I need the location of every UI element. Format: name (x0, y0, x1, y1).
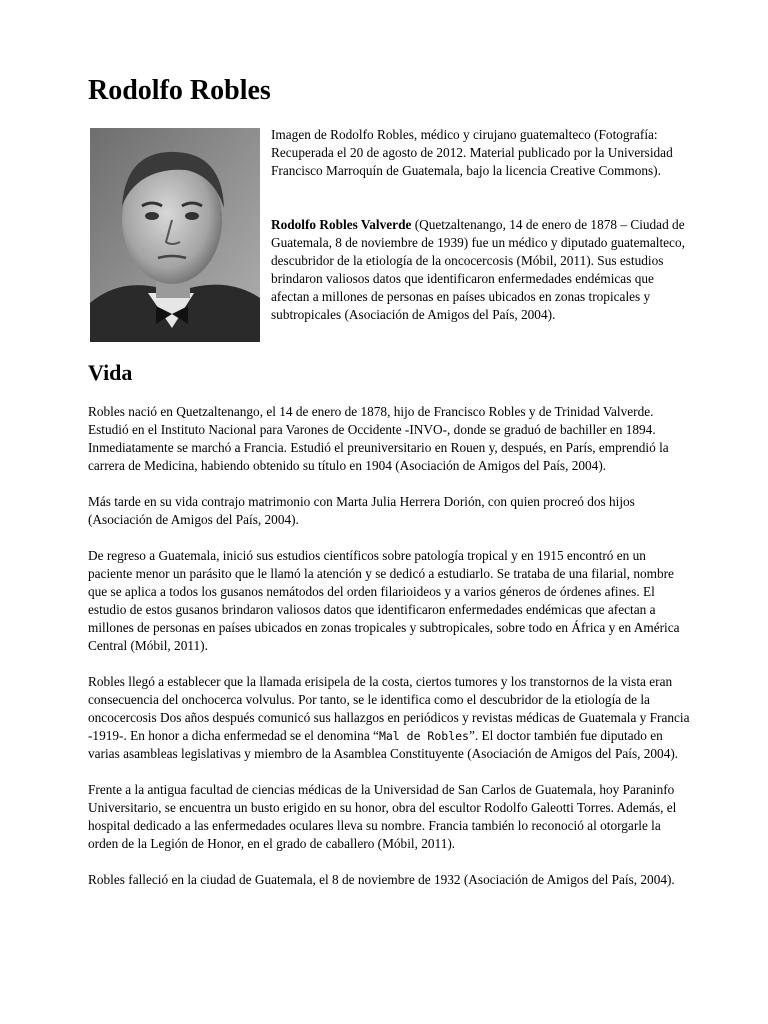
disease-name: Mal de Robles (378, 729, 469, 743)
paragraph-6: Robles falleció en la ciudad de Guatemala, el 8 de noviembre de 1932 (Asociación de Amigos del País, 2004). (88, 872, 675, 887)
paragraph-1: Robles nació en Quetzaltenango, el 14 de enero de 1878, hijo de Francisco Robles y de Trinidad Valverde. Estudió en el Instituto Nacional para Varones de Occidente -INVO-, donde se graduó de bachiller en 1894. Inmediatamente se marchó a Francia. Estudió el preuniversitario en Rouen y, después, en París, emprendió la carrera de Medicina, habiendo obtenido su título en 1904 (Asociación de Amigos del País, 2004). (88, 404, 669, 473)
intro-name: Rodolfo Robles Valverde (271, 217, 412, 232)
paragraph-4 (88, 673, 692, 763)
section-heading-vida: Vida (88, 360, 133, 385)
section-body (88, 403, 692, 907)
intro-text: (Quetzaltenango, 14 de enero de 1878 – Ciudad de Guatemala, 8 de noviembre de 1939) fue un médico y diputado guatemalteco, descubridor de la etiología de la oncocercosis (Móbil, 2011). Sus estudios brindaron valiosos datos que identificaron enfermedades endémicas que afectan a millones de personas en países ubicados en zonas tropicales y subtropicales (Asociación de Amigos del País, 2004). (271, 217, 685, 322)
page-title: Rodolfo Robles (88, 75, 271, 106)
paragraph-4-text-b: ”. El doctor también fue diputado en varias asambleas legislativas y miembro de la Asamblea Constituyente (Asociación de Amigos del País, 2004). (88, 728, 679, 761)
paragraph-5: Frente a la antigua facultad de ciencias médicas de la Universidad de San Carlos de Guatemala, hoy Paraninfo Universitario, se encuentra un busto erigido en su honor, obra del escultor Rodolfo Galeotti Torres. Además, el hospital dedicado a las enfermedades oculares lleva su nombre. Francia también lo reconoció al otorgarle la orden de la Legión de Honor, en el grado de caballero (Móbil, 2011). (88, 782, 677, 851)
intro-paragraph (271, 216, 691, 324)
portrait-illustration (90, 128, 260, 342)
paragraph-4-text-a: Robles llegó a establecer que la llamada erisipela de la costa, ciertos tumores y los transtornos de la vista eran consecuencia del onchocerca volvulus. Por tanto, se le identifica como el descubridor de la etiología de la oncocercosis Dos años después comunicó sus hallazgos en periódicos y revistas médicas de Guatemala y Francia -1919-. En honor a dicha enfermedad se el denomina “ (88, 674, 690, 743)
paragraph-2: Más tarde en su vida contrajo matrimonio con Marta Julia Herrera Dorión, con quien procreó dos hijos (Asociación de Amigos del País, 2004). (88, 494, 635, 527)
portrait-photo (90, 128, 260, 342)
photo-caption: Imagen de Rodolfo Robles, médico y cirujano guatemalteco (Fotografía: Recuperada el 20 de agosto de 2012. Material publicado por la Universidad Francisco Marroquín de Guatemala, bajo la licencia Creative Commons). (271, 127, 673, 178)
paragraph-3: De regreso a Guatemala, inició sus estudios científicos sobre patología tropical y en 1915 encontró en un paciente menor un parásito que le llamó la atención y se dedicó a estudiarlo. Se trataba de una filarial, nombre que se aplica a todos los gusanos nemátodos del orden filarioideos y a varios géneros de órdenes afines. El estudio de estos gusanos brindaron valiosos datos que identificaron enfermedades endémicas que afectan a millones de personas en países ubicados en zonas tropicales y subtropicales, sobre todo en África y en América Central (Móbil, 2011). (88, 548, 680, 653)
